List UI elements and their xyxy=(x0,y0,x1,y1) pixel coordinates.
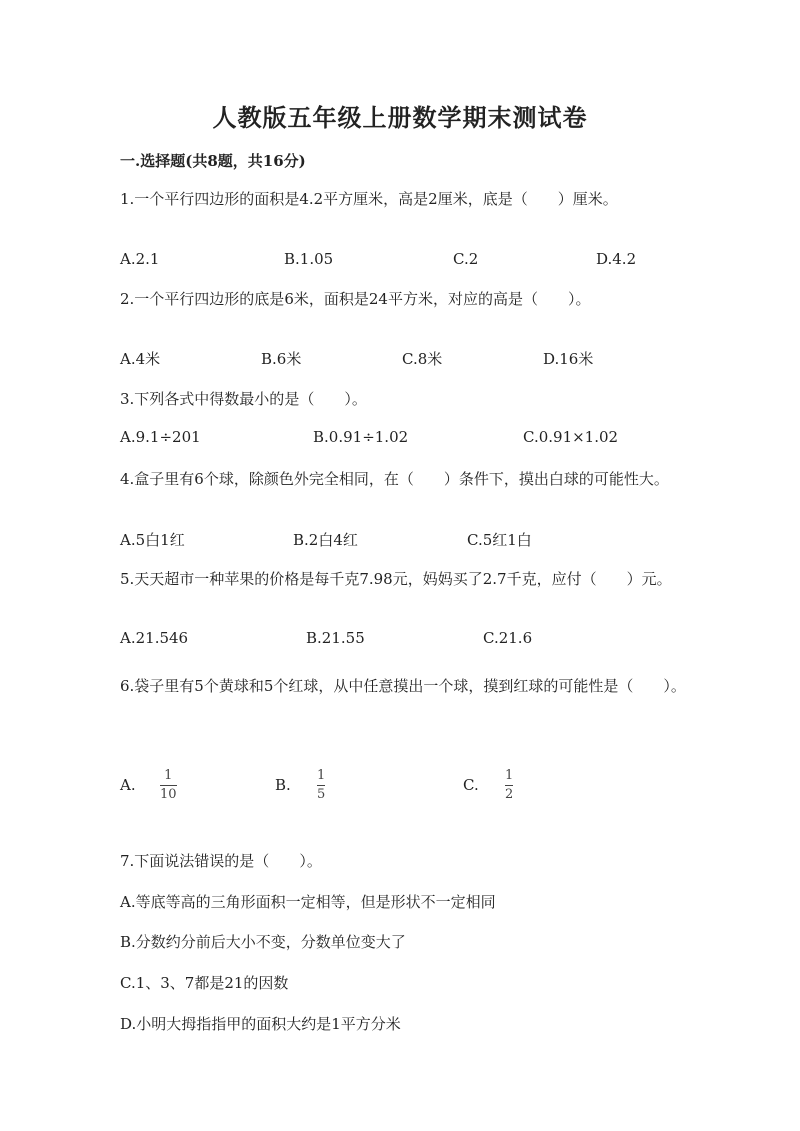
q6-option-b-label[interactable]: B. xyxy=(275,776,291,794)
question-1: 1.一个平行四边形的面积是4.2平方厘米，高是2厘米，底是（ ）厘米。 xyxy=(120,190,618,208)
section-heading: 一.选择题(共8题，共16分) xyxy=(120,152,306,170)
fraction-bar xyxy=(505,785,513,786)
fraction-denominator: 2 xyxy=(505,787,514,802)
question-5: 5.天天超市一种苹果的价格是每千克7.98元，妈妈买了2.7千克，应付（ ）元。 xyxy=(120,570,672,588)
question-3: 3.下列各式中得数最小的是（ ）。 xyxy=(120,390,367,408)
q6-option-c-label[interactable]: C. xyxy=(463,776,479,794)
q3-option-c[interactable]: C.0.91×1.02 xyxy=(523,428,619,446)
fraction-denominator: 5 xyxy=(317,787,326,802)
q1-option-a[interactable]: A.2.1 xyxy=(120,250,160,268)
q3-option-b[interactable]: B.0.91÷1.02 xyxy=(313,428,409,446)
q2-option-b[interactable]: B.6米 xyxy=(261,350,302,368)
question-4: 4.盒子里有6个球，除颜色外完全相同，在（ ）条件下，摸出白球的可能性大。 xyxy=(120,470,669,488)
q1-option-b[interactable]: B.1.05 xyxy=(284,250,334,268)
q1-option-c[interactable]: C.2 xyxy=(453,250,479,268)
q6-option-a-fraction[interactable] xyxy=(160,769,177,802)
fraction-numerator: 1 xyxy=(164,768,173,783)
q7-option-b[interactable]: B.分数约分前后大小不变，分数单位变大了 xyxy=(120,933,406,951)
question-7: 7.下面说法错误的是（ ）。 xyxy=(120,852,322,870)
q7-option-d[interactable]: D.小明大拇指指甲的面积大约是1平方分米 xyxy=(120,1015,401,1033)
q6-option-b-fraction[interactable] xyxy=(317,769,325,802)
q2-option-c[interactable]: C.8米 xyxy=(402,350,443,368)
q7-option-c[interactable]: C.1、3、7都是21的因数 xyxy=(120,974,289,992)
fraction-denominator: 10 xyxy=(160,787,177,802)
fraction-numerator: 1 xyxy=(505,768,514,783)
fraction-numerator: 1 xyxy=(317,768,326,783)
fraction-bar xyxy=(160,785,177,786)
q5-option-a[interactable]: A.21.546 xyxy=(120,629,189,647)
q5-option-b[interactable]: B.21.55 xyxy=(306,629,365,647)
q3-option-a[interactable]: A.9.1÷201 xyxy=(120,428,201,446)
q6-option-c-fraction[interactable] xyxy=(505,769,513,802)
question-2: 2.一个平行四边形的底是6米，面积是24平方米，对应的高是（ ）。 xyxy=(120,290,591,308)
q4-option-c[interactable]: C.5红1白 xyxy=(467,531,532,549)
question-6: 6.袋子里有5个黄球和5个红球，从中任意摸出一个球，摸到红球的可能性是（ ）。 xyxy=(120,677,686,695)
q4-option-a[interactable]: A.5白1红 xyxy=(120,531,185,549)
q6-option-a-label[interactable]: A. xyxy=(120,776,136,794)
page-title: 人教版五年级上册数学期末测试卷 xyxy=(212,103,588,132)
q1-option-d[interactable]: D.4.2 xyxy=(596,250,637,268)
q2-option-d[interactable]: D.16米 xyxy=(543,350,594,368)
fraction-bar xyxy=(317,785,325,786)
q2-option-a[interactable]: A.4米 xyxy=(120,350,161,368)
q7-option-a[interactable]: A.等底等高的三角形面积一定相等，但是形状不一定相同 xyxy=(120,893,496,911)
q5-option-c[interactable]: C.21.6 xyxy=(483,629,533,647)
q4-option-b[interactable]: B.2白4红 xyxy=(293,531,358,549)
